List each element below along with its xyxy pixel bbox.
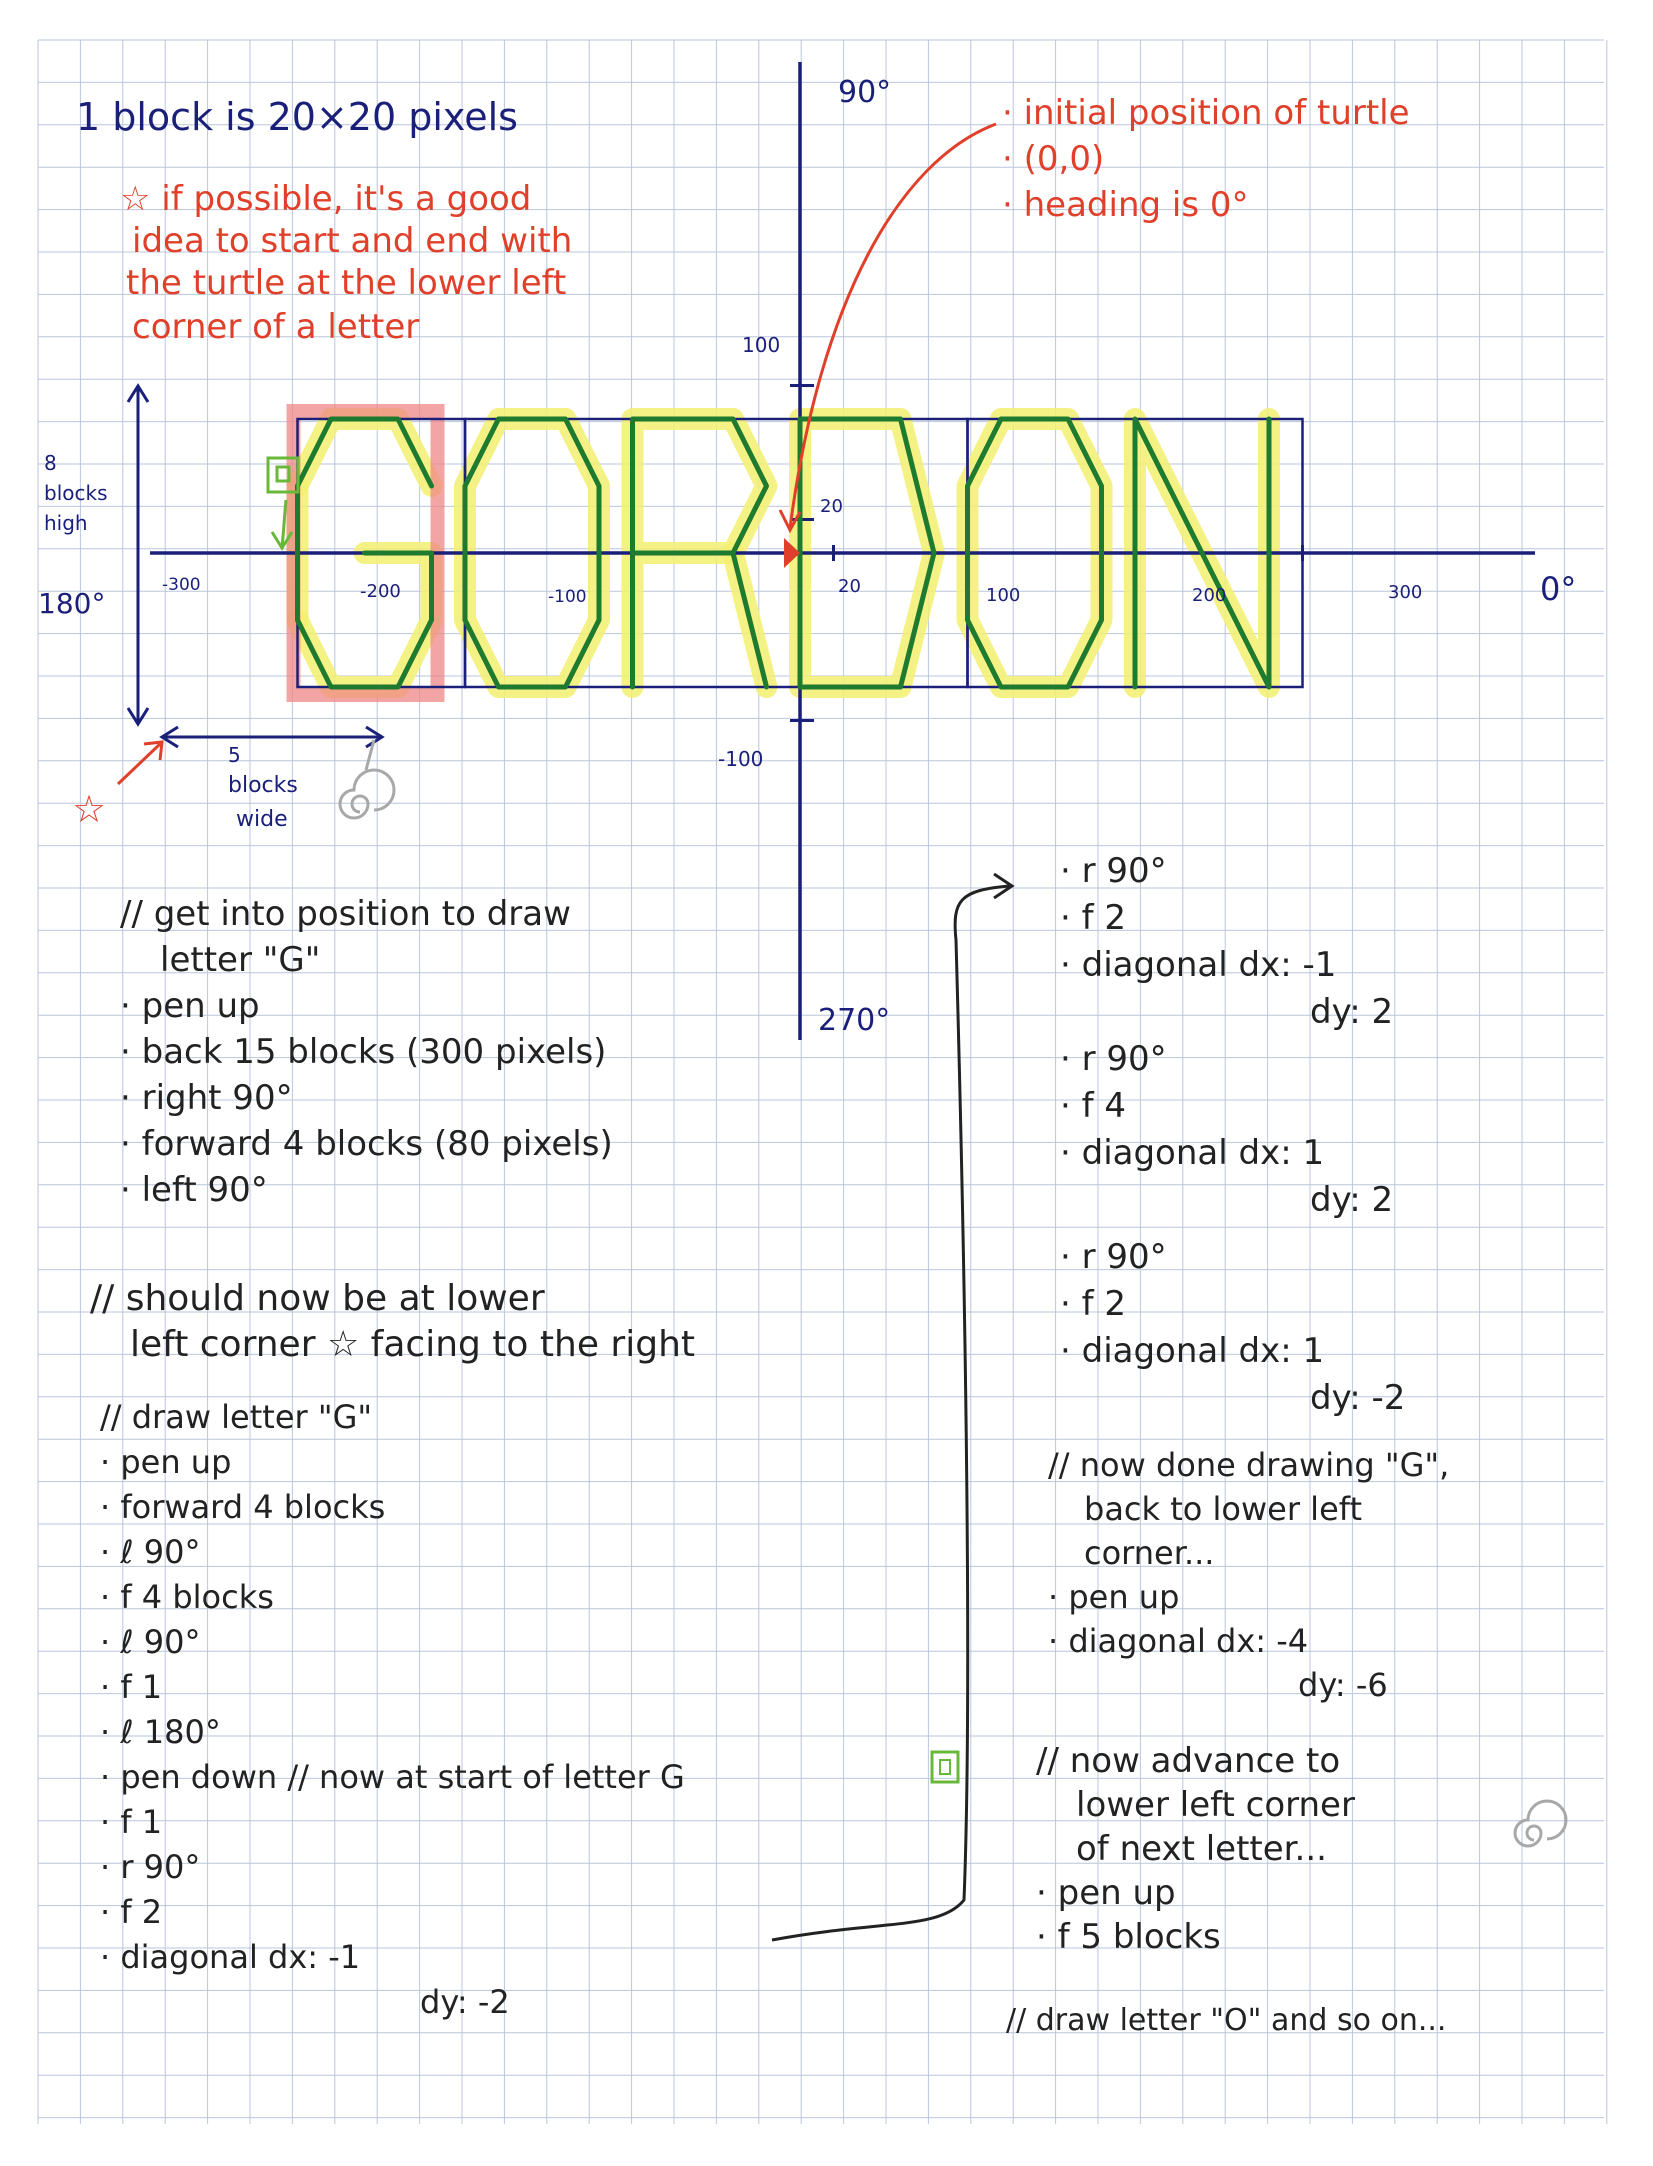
x-tick-minus-200: -200 (360, 581, 401, 602)
origin-pointer-arrow (780, 124, 996, 530)
tip-line-4: corner of a letter (132, 307, 420, 347)
right-draw-g-line: · f 2 (1060, 898, 1127, 938)
left-draw-g-line: · f 1 (100, 1803, 163, 1841)
right-draw-g-2-line: · r 90° (1060, 1237, 1167, 1277)
right-draw-g-line: dy: 2 (1310, 992, 1394, 1032)
tip-line-1: ☆ if possible, it's a good (120, 179, 532, 219)
left-draw-g-line: · f 4 blocks (100, 1578, 274, 1616)
right-done-g-line: · diagonal dx: -4 (1048, 1622, 1309, 1660)
swirl-doodle-icon (340, 740, 394, 818)
height-label-number: 8 (44, 451, 57, 475)
left-check-line: // should now be at lower (90, 1278, 545, 1319)
width-label-number: 5 (228, 743, 241, 767)
left-draw-g-line: dy: -2 (420, 1983, 510, 2021)
right-draw-g-2-line: · diagonal dx: 1 (1060, 1331, 1325, 1371)
left-draw-g-line: · ℓ 90° (100, 1533, 201, 1571)
y-tick-20: 20 (820, 496, 843, 517)
left-position-line: · forward 4 blocks (80 pixels) (120, 1124, 613, 1164)
initial-position-line-2: · (0,0) (1002, 139, 1105, 179)
left-draw-g-line: · pen down // now at start of letter G (100, 1758, 685, 1796)
letter-g-highlight-stroke (298, 419, 432, 486)
continue-arrow (772, 874, 1012, 1940)
x-tick-300: 300 (1388, 582, 1423, 603)
x-tick-minus-100: -100 (548, 587, 587, 607)
right-advance-line: lower left corner (1076, 1785, 1355, 1825)
right-draw-g-2-line: · f 2 (1060, 1284, 1127, 1324)
angle-180-label: 180° (38, 587, 106, 620)
angle-270-label: 270° (818, 1003, 891, 1038)
swirl-doodle-icon-2 (1515, 1801, 1566, 1846)
angle-0-label: 0° (1540, 570, 1577, 608)
letter-g-highlight-stroke (298, 553, 432, 687)
instructions-left-column (90, 894, 958, 2021)
left-position-line: · left 90° (120, 1170, 268, 1210)
left-draw-g-line: · r 90° (100, 1848, 201, 1886)
letter-r-stroke (733, 553, 767, 687)
left-draw-g-line: · diagonal dx: -1 (100, 1938, 361, 1976)
right-draw-g-line: · diagonal dx: 1 (1060, 1133, 1325, 1173)
left-draw-g-line: // draw letter "G" (100, 1398, 373, 1436)
right-next-letter-line: // draw letter "O" and so on... (1006, 2003, 1447, 2038)
height-label-word: high (44, 511, 88, 535)
right-advance-line: of next letter... (1076, 1829, 1327, 1869)
right-advance-line: // now advance to (1036, 1741, 1341, 1781)
tip-line-2: idea to start and end with (132, 221, 573, 261)
start-corner-arrow (118, 742, 162, 784)
right-done-g-line: dy: -6 (1298, 1666, 1388, 1704)
right-draw-g-2-line: dy: -2 (1310, 1378, 1406, 1418)
left-position-line: · right 90° (120, 1078, 293, 1118)
right-advance-line: · f 5 blocks (1036, 1917, 1221, 1957)
right-draw-g-line: · diagonal dx: -1 (1060, 945, 1337, 985)
left-draw-g-line: · f 1 (100, 1668, 163, 1706)
start-star-icon: ☆ (72, 787, 107, 831)
instructions-right-column (1006, 851, 1449, 2038)
left-position-line: · pen up (120, 986, 260, 1026)
left-position-line: · back 15 blocks (300 pixels) (120, 1032, 607, 1072)
height-dimension-arrow (128, 386, 148, 724)
left-draw-g-line: · pen up (100, 1443, 232, 1481)
g-start-marker-icon-small (932, 1752, 958, 1782)
right-done-g-line: corner... (1084, 1534, 1215, 1572)
tip-line-3: the turtle at the lower left (126, 263, 567, 303)
x-tick-minus-300: -300 (162, 575, 201, 595)
right-draw-g-line: · r 90° (1060, 1039, 1167, 1079)
width-dimension-arrow (162, 727, 382, 747)
initial-position-line-1: · initial position of turtle (1002, 93, 1410, 133)
left-draw-g-line: · f 2 (100, 1893, 163, 1931)
y-tick-minus-100: -100 (718, 747, 764, 771)
initial-position-line-3: · heading is 0° (1002, 185, 1249, 225)
left-position-line: letter "G" (160, 940, 321, 980)
width-label-unit: blocks (228, 773, 298, 798)
x-tick-200: 200 (1192, 585, 1227, 606)
left-check-line: left corner ☆ facing to the right (130, 1324, 695, 1365)
height-label-unit: blocks (44, 481, 108, 505)
right-done-g-line: · pen up (1048, 1578, 1180, 1616)
left-draw-g-line: · ℓ 180° (100, 1713, 221, 1751)
left-position-line: // get into position to draw (120, 894, 571, 934)
g-start-marker-inner-icon (940, 1760, 950, 1774)
right-draw-g-line: dy: 2 (1310, 1180, 1394, 1220)
right-done-g-line: back to lower left (1084, 1490, 1362, 1528)
width-label-word: wide (236, 807, 288, 832)
right-draw-g-line: · f 4 (1060, 1086, 1127, 1126)
scale-note: 1 block is 20×20 pixels (76, 95, 518, 139)
angle-90-label: 90° (838, 75, 892, 110)
right-advance-line: · pen up (1036, 1873, 1176, 1913)
right-draw-g-line: · r 90° (1060, 851, 1167, 891)
right-done-g-line: // now done drawing "G", (1048, 1446, 1450, 1484)
left-draw-g-line: · forward 4 blocks (100, 1488, 386, 1526)
x-tick-20: 20 (838, 576, 861, 597)
left-draw-g-line: · ℓ 90° (100, 1623, 201, 1661)
y-tick-100: 100 (742, 333, 781, 357)
x-tick-100: 100 (986, 585, 1021, 606)
